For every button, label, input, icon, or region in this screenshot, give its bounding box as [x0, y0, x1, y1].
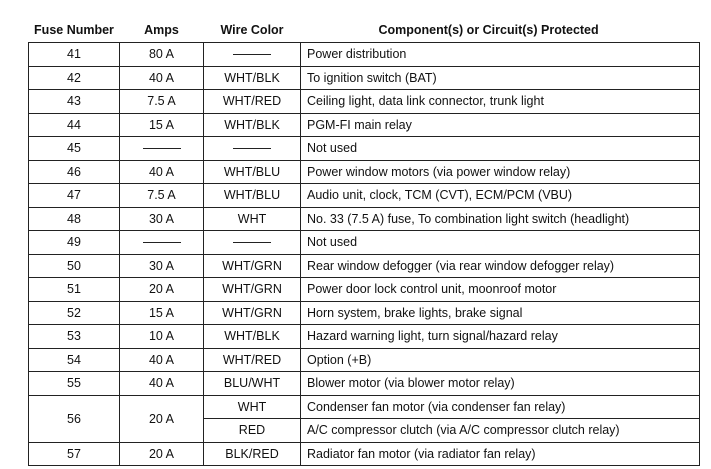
fuse-number-cell: 53 [29, 325, 120, 349]
table-row [29, 325, 700, 349]
fuse-number-cell: 56 [29, 395, 120, 442]
header-component: Component(s) or Circuit(s) Protected [378, 22, 599, 37]
component-cell: Audio unit, clock, TCM (CVT), ECM/PCM (VBU) [301, 184, 700, 208]
amps-cell: 40 A [120, 348, 204, 372]
component-cell: Power distribution [301, 43, 700, 67]
fuse-number-cell: 50 [29, 254, 120, 278]
wire-color-cell [204, 43, 301, 67]
wire-color-cell: RED [204, 419, 301, 443]
table-row [29, 278, 700, 302]
amps-cell: 7.5 A [120, 184, 204, 208]
amps-cell: 20 A [120, 278, 204, 302]
dash-line [143, 148, 181, 149]
component-cell: Rear window defogger (via rear window defogger relay) [301, 254, 700, 278]
fuse-number-cell: 41 [29, 43, 120, 67]
fuse-number-cell: 44 [29, 113, 120, 137]
table-row [29, 301, 700, 325]
table-row [29, 395, 700, 419]
component-cell: Radiator fan motor (via radiator fan relay) [301, 442, 700, 466]
fuse-number-cell: 48 [29, 207, 120, 231]
header-fuse-number: Fuse Number [34, 22, 114, 37]
component-cell: Power door lock control unit, moonroof motor [301, 278, 700, 302]
header-row [29, 17, 700, 43]
fuse-table [28, 17, 700, 466]
wire-color-cell [204, 137, 301, 161]
dash-line [143, 242, 181, 243]
amps-cell [120, 231, 204, 255]
wire-color-cell: WHT/GRN [204, 301, 301, 325]
amps-cell: 40 A [120, 66, 204, 90]
dash-line [233, 242, 271, 243]
amps-cell: 10 A [120, 325, 204, 349]
fuse-number-cell: 45 [29, 137, 120, 161]
table-row [29, 137, 700, 161]
fuse-number-cell: 43 [29, 90, 120, 114]
wire-color-cell: BLU/WHT [204, 372, 301, 396]
amps-cell: 40 A [120, 372, 204, 396]
wire-color-cell [204, 231, 301, 255]
table-row [29, 207, 700, 231]
wire-color-cell: WHT/BLK [204, 325, 301, 349]
amps-cell: 15 A [120, 113, 204, 137]
component-cell: Blower motor (via blower motor relay) [301, 372, 700, 396]
dash-line [233, 54, 271, 55]
amps-cell: 30 A [120, 254, 204, 278]
dash-line [233, 148, 271, 149]
amps-cell: 30 A [120, 207, 204, 231]
wire-color-cell: WHT/RED [204, 90, 301, 114]
fuse-number-cell: 42 [29, 66, 120, 90]
table-row [29, 231, 700, 255]
fuse-number-cell: 54 [29, 348, 120, 372]
component-cell: Not used [301, 231, 700, 255]
amps-cell: 20 A [120, 395, 204, 442]
component-cell: Not used [301, 137, 700, 161]
wire-color-cell: WHT/GRN [204, 254, 301, 278]
wire-color-cell: WHT/BLU [204, 184, 301, 208]
component-cell: Option (+B) [301, 348, 700, 372]
wire-color-cell: WHT/BLU [204, 160, 301, 184]
table-row [29, 66, 700, 90]
fuse-number-cell: 46 [29, 160, 120, 184]
component-cell: Horn system, brake lights, brake signal [301, 301, 700, 325]
table-row [29, 442, 700, 466]
amps-cell [120, 137, 204, 161]
component-cell: Condenser fan motor (via condenser fan relay) [301, 395, 700, 419]
wire-color-cell: WHT/BLK [204, 113, 301, 137]
fuse-number-cell: 49 [29, 231, 120, 255]
table-row [29, 90, 700, 114]
wire-color-cell: WHT/BLK [204, 66, 301, 90]
wire-color-cell: WHT [204, 395, 301, 419]
fuse-number-cell: 52 [29, 301, 120, 325]
component-cell: Power window motors (via power window relay) [301, 160, 700, 184]
component-cell: To ignition switch (BAT) [301, 66, 700, 90]
component-cell: A/C compressor clutch (via A/C compressor clutch relay) [301, 419, 700, 443]
component-cell: Ceiling light, data link connector, trunk light [301, 90, 700, 114]
wire-color-cell: WHT/RED [204, 348, 301, 372]
amps-cell: 80 A [120, 43, 204, 67]
component-cell: PGM-FI main relay [301, 113, 700, 137]
table-row [29, 372, 700, 396]
wire-color-cell: WHT/GRN [204, 278, 301, 302]
amps-cell: 7.5 A [120, 90, 204, 114]
fuse-table-body [29, 43, 700, 466]
amps-cell: 20 A [120, 442, 204, 466]
component-cell: No. 33 (7.5 A) fuse, To combination light switch (headlight) [301, 207, 700, 231]
table-row [29, 348, 700, 372]
fuse-number-cell: 51 [29, 278, 120, 302]
table-row [29, 184, 700, 208]
fuse-number-cell: 55 [29, 372, 120, 396]
header-wire-color: Wire Color [220, 22, 284, 37]
header-amps: Amps [144, 22, 179, 37]
wire-color-cell: WHT [204, 207, 301, 231]
table-row [29, 160, 700, 184]
amps-cell: 40 A [120, 160, 204, 184]
table-row [29, 254, 700, 278]
fuse-number-cell: 47 [29, 184, 120, 208]
table-row [29, 43, 700, 67]
component-cell: Hazard warning light, turn signal/hazard relay [301, 325, 700, 349]
wire-color-cell: BLK/RED [204, 442, 301, 466]
fuse-number-cell: 57 [29, 442, 120, 466]
table-row [29, 113, 700, 137]
amps-cell: 15 A [120, 301, 204, 325]
